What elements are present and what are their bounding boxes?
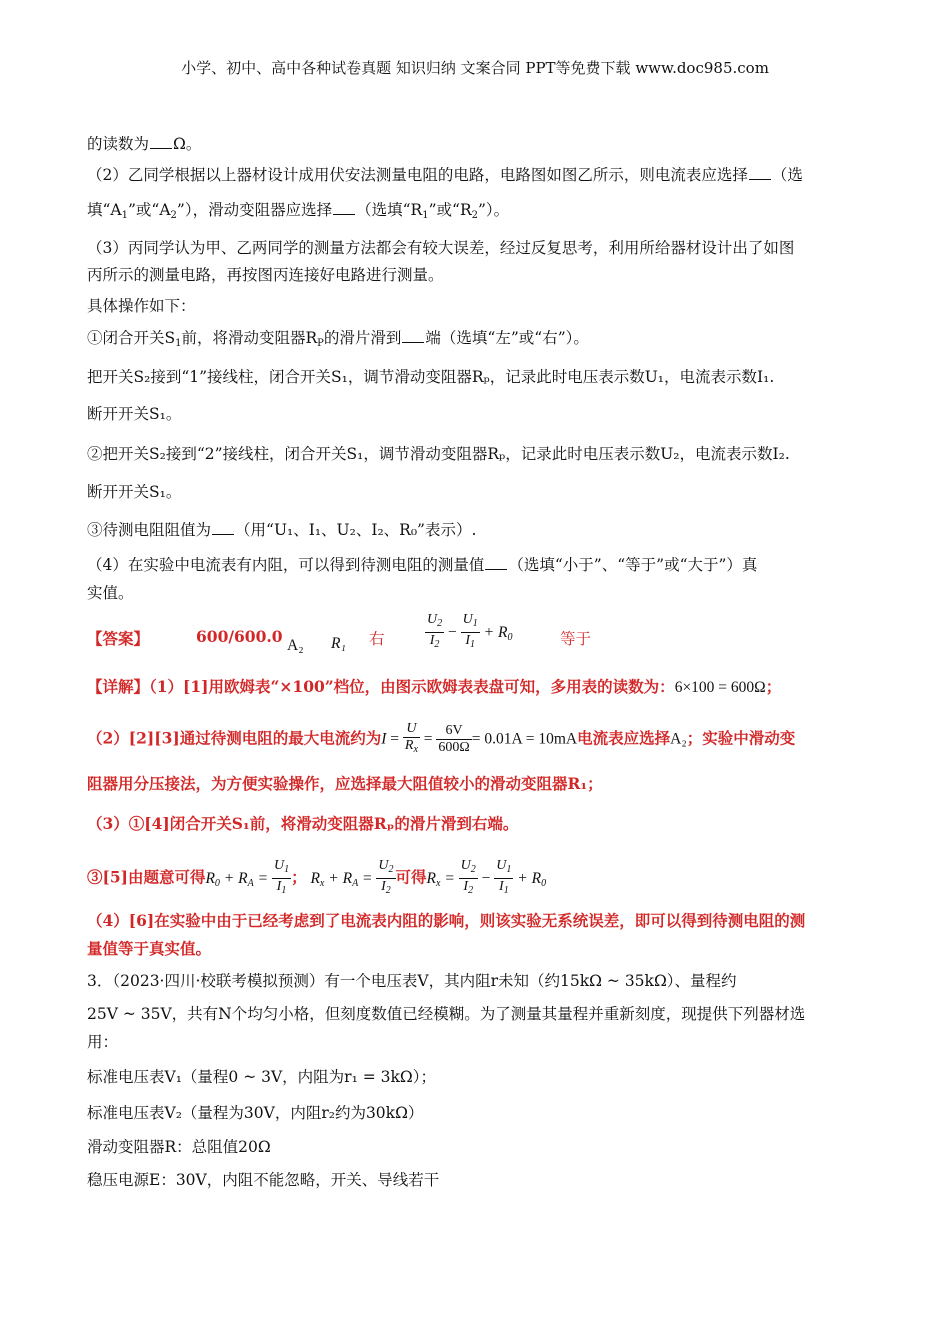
answer-value: A₂ bbox=[287, 637, 304, 654]
text: （2）乙同学根据以上器材设计成用伏安法测量电阻的电路，电路图如图乙所示，则电流表应选择 bbox=[87, 166, 748, 184]
text: ”）。 bbox=[478, 201, 510, 219]
question-line bbox=[87, 164, 803, 186]
answer-formula: $\frac{U_2}{I_2}$ − $\frac{U_1}{I_1}$ + $R_0$ bbox=[427, 612, 513, 650]
text: （2）[2][3]通过待测电阻的最大电流约为 bbox=[87, 728, 382, 748]
question-line: 滑动变阻器R：总阻值20Ω bbox=[87, 1138, 271, 1156]
text: （选填“小于”、“等于”或“大于”）真 bbox=[508, 556, 758, 574]
question-line: 断开开关S₁。 bbox=[87, 405, 182, 423]
question-line bbox=[87, 133, 201, 155]
text: 的滑片滑到 bbox=[323, 329, 402, 347]
question-line: 标准电压表V₁（量程0 ~ 3V，内阻为r₁ = 3kΩ）； bbox=[87, 1068, 436, 1086]
answer-value: R₁ bbox=[331, 635, 346, 652]
text: 填“A bbox=[87, 201, 122, 219]
answer-value: 右 bbox=[369, 630, 385, 648]
question-line: 丙所示的测量电路，再按图丙连接好电路进行测量。 bbox=[87, 266, 444, 284]
question-line: 把开关S₂接到“1”接线柱，闭合开关S₁，调节滑动变阻器Rₚ，记录此时电压表示数U₁，电流表示数I₁. bbox=[87, 368, 775, 386]
question-line: ②把开关S₂接到“2”接线柱，闭合开关S₁，调节滑动变阻器Rₚ，记录此时电压表示数U₂，电流表示数I₂. bbox=[87, 445, 790, 463]
text: ③待测电阻阻值为 bbox=[87, 521, 212, 539]
detail-line bbox=[87, 676, 781, 699]
text: 可得 bbox=[395, 867, 427, 887]
question-line: 25V ~ 35V，共有N个均匀小格，但刻度数值已经模糊。为了测量其量程并重新刻度，现提供下列器材选 bbox=[87, 1005, 806, 1023]
detail-line: （3）①[4]闭合开关S₁前，将滑动变阻器Rₚ的滑片滑到右端。 bbox=[87, 814, 519, 833]
question-line bbox=[87, 519, 476, 541]
answer-blank bbox=[749, 165, 771, 180]
answer-value: 等于 bbox=[560, 630, 592, 648]
text: ①闭合开关S bbox=[87, 329, 176, 347]
text: ；实验中滑动变 bbox=[686, 728, 796, 748]
question-line: 具体操作如下： bbox=[87, 297, 196, 315]
page-header: 小学、初中、高中各种试卷真题 知识归纳 文案合同 PPT等免费下载 www.doc985.com bbox=[181, 59, 769, 77]
detail-line: （4）[6]在实验中由于已经考虑到了电流表内阻的影响，则该实验无系统误差，即可以得到待测电阻的测 bbox=[87, 911, 806, 930]
text: Ω。 bbox=[173, 135, 202, 153]
answer-value: 600/600.0 bbox=[196, 627, 283, 646]
detail-line: （2）[2][3]通过待测电阻的最大电流约为I = $\frac{U}{R_x}$ = $\frac{6V}{600\Omega}$ = 0.01A = 10mA电流表应选择A₂；实验中滑动变 bbox=[87, 721, 796, 755]
question-line bbox=[87, 554, 757, 576]
question-line: 断开开关S₁。 bbox=[87, 483, 182, 501]
text: ③[5]由题意可得 bbox=[87, 867, 206, 887]
text: ； bbox=[291, 867, 307, 887]
text: 的读数为 bbox=[87, 135, 150, 153]
question-line: 稳压电源E：30V，内阻不能忽略，开关、导线若干 bbox=[87, 1171, 440, 1189]
text: （4）在实验中电流表有内阻，可以得到待测电阻的测量值 bbox=[87, 556, 485, 574]
question-line: 实值。 bbox=[87, 584, 134, 602]
answer-blank bbox=[150, 134, 172, 149]
text: ”），滑动变阻器应选择 bbox=[176, 201, 333, 219]
question-line: 填“$A_1$”或“$A_2$”），滑动变阻器应选择 （选填“$R_1$”或“$R_2$”）。 bbox=[87, 201, 510, 221]
detail-line: ③[5]由题意可得$R_0 + R_A$ = $\frac{U_1}{I_1}$ ； $R_x + R_A$ = $\frac{U_2}{I_2}$ 可得$R_x$ = $\frac{U_2}{I_2}$ − $\frac{U_1}{I_1}$ + $R_0$ bbox=[87, 858, 547, 896]
text: （用“U₁、I₁、U₂、I₂、R₀”表示）. bbox=[235, 521, 477, 539]
text: 端（选填“左”或“右”）。 bbox=[425, 329, 589, 347]
question-line: 3．（2023·四川·校联考模拟预测）有一个电压表V，其内阻r未知（约15kΩ ~ 35kΩ）、量程约 bbox=[87, 972, 737, 990]
text: （选 bbox=[771, 166, 803, 184]
text: ； bbox=[765, 677, 782, 696]
question-line: ①闭合开关$S_1$前，将滑动变阻器$R_P$的滑片滑到 端（选填“左”或“右”）。 bbox=[87, 329, 589, 349]
text: ”或“R bbox=[428, 201, 472, 219]
text: （选填“R bbox=[356, 201, 423, 219]
answer-label: 【答案】 bbox=[87, 629, 150, 648]
math: 6×100 = 600Ω bbox=[674, 679, 766, 696]
question-line: 用： bbox=[87, 1033, 119, 1051]
math: = 0.01A = 10mA bbox=[471, 730, 578, 748]
question-line: 标准电压表V₂（量程为30V，内阻r₂约为30kΩ） bbox=[87, 1104, 424, 1122]
question-line: （3）丙同学认为甲、乙两同学的测量方法都会有较大误差，经过反复思考，利用所给器材设计出了如图 bbox=[87, 239, 795, 257]
math: A₂ bbox=[670, 730, 687, 748]
text: 【详解】 bbox=[87, 677, 150, 696]
detail-line: 量值等于真实值。 bbox=[87, 939, 212, 958]
answer-blank bbox=[333, 200, 355, 215]
answer-blank bbox=[485, 555, 507, 570]
answer-blank bbox=[402, 328, 424, 343]
answer-blank bbox=[212, 520, 234, 535]
text: 电流表应选择 bbox=[577, 728, 671, 748]
detail-line: 阻器用分压接法，为方便实验操作，应选择最大阻值较小的滑动变阻器R₁； bbox=[87, 774, 603, 793]
text: 前，将滑动变阻器R bbox=[181, 329, 318, 347]
text: （1）[1]用欧姆表“×100”档位，由图示欧姆表表盘可知，多用表的读数为： bbox=[149, 677, 675, 696]
text: ”或“A bbox=[128, 201, 171, 219]
